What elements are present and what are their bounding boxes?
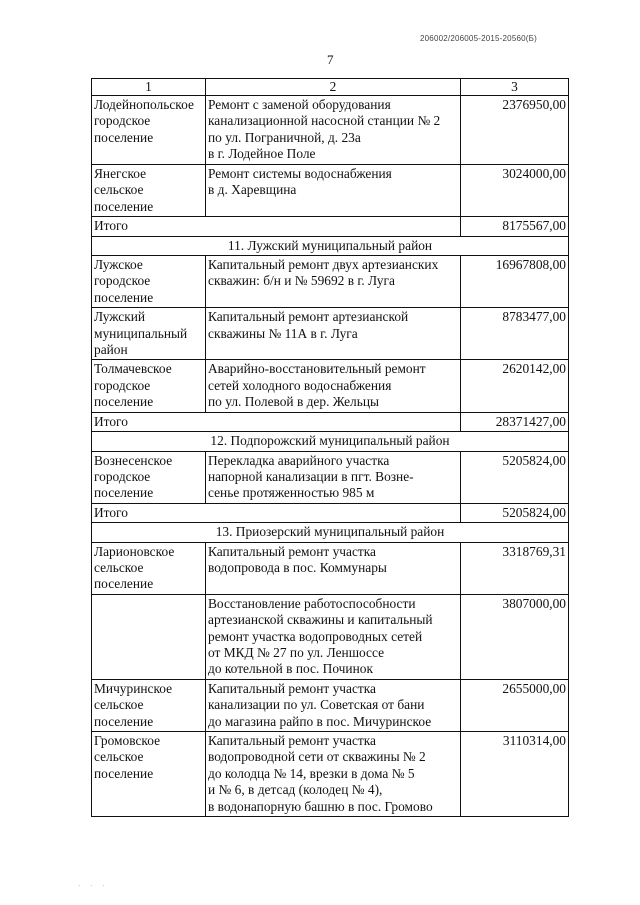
description-line: ремонт участка водопроводных сетей [208, 628, 423, 644]
description-cell [206, 308, 461, 360]
column-number: 1 [92, 79, 206, 96]
table-body [92, 79, 569, 817]
total-row [92, 412, 569, 431]
table-row [92, 451, 569, 503]
column-number-row [92, 79, 569, 96]
amount-cell: 2376950,00 [461, 96, 569, 165]
settlement-line: поселение [94, 765, 154, 781]
section-title: 12. Подпорожский муниципальный район [92, 432, 569, 451]
description-cell [206, 542, 461, 594]
section-row [92, 236, 569, 255]
settlement-line: сельское [94, 749, 144, 765]
settlement-line: сельское [94, 182, 144, 198]
settlement-line: Толмачевское [94, 361, 172, 377]
table-row [92, 256, 569, 308]
total-label: Итого [92, 412, 461, 431]
amount-cell: 8783477,00 [461, 308, 569, 360]
description-line: скважины № 11А в г. Луга [208, 325, 358, 341]
description-cell [206, 256, 461, 308]
description-line: сенье протяженностью 985 м [208, 485, 375, 501]
total-amount: 28371427,00 [461, 412, 569, 431]
settlement-line: район [94, 342, 128, 358]
settlement-cell [92, 96, 206, 165]
description-line: Капитальный ремонт участка [208, 543, 376, 559]
table-row [92, 732, 569, 817]
description-line: Капитальный ремонт двух артезианских [208, 257, 439, 273]
amount-cell: 2620142,00 [461, 360, 569, 412]
total-amount: 8175567,00 [461, 217, 569, 236]
description-line: сетей холодного водоснабжения [208, 377, 392, 393]
settlement-cell [92, 165, 206, 217]
description-cell [206, 679, 461, 731]
total-row [92, 217, 569, 236]
settlement-cell [92, 542, 206, 594]
description-line: от МКД № 27 по ул. Леншоссе [208, 644, 385, 660]
settlement-line: сельское [94, 697, 144, 713]
table-row [92, 594, 569, 679]
description-line: в г. Лодейное Поле [208, 146, 316, 162]
section-row [92, 432, 569, 451]
total-row [92, 503, 569, 522]
description-line: артезианской скважины и капитальный [208, 612, 433, 628]
settlement-line: Янегское [94, 166, 147, 181]
settlement-line: поселение [94, 485, 154, 501]
table-row [92, 542, 569, 594]
column-number: 2 [206, 79, 461, 96]
description-line: и № 6, в детсад (колодец № 4), [208, 782, 383, 798]
description-line: по ул. Пограничной, д. 23а [208, 129, 361, 145]
settlement-line: Вознесенское [94, 452, 173, 468]
amount-cell: 2655000,00 [461, 679, 569, 731]
settlement-line: городское [94, 468, 151, 484]
settlement-line: поселение [94, 289, 154, 305]
description-cell [206, 451, 461, 503]
section-row [92, 523, 569, 542]
settlement-cell [92, 451, 206, 503]
section-title: 11. Лужский муниципальный район [92, 236, 569, 255]
amount-cell: 5205824,00 [461, 451, 569, 503]
page-number: 7 [327, 52, 334, 67]
description-line: Капитальный ремонт артезианской [208, 309, 409, 325]
document-code: 206002/206005-2015-20560(Б) [420, 34, 537, 43]
description-cell [206, 165, 461, 217]
description-line: Восстановление работоспособности [208, 595, 416, 611]
settlement-cell [92, 360, 206, 412]
description-cell [206, 360, 461, 412]
settlement-line: поселение [94, 576, 154, 592]
description-line: напорной канализации в пгт. Возне- [208, 468, 414, 484]
description-line: до магазина райпо в пос. Мичуринское [208, 713, 432, 729]
settlement-line: Лужское [94, 257, 143, 273]
table-row [92, 308, 569, 360]
settlement-cell [92, 308, 206, 360]
description-cell [206, 732, 461, 817]
total-label: Итого [92, 217, 461, 236]
description-line: Ремонт с заменой оборудования [208, 97, 391, 112]
settlement-cell [92, 679, 206, 731]
amount-cell: 16967808,00 [461, 256, 569, 308]
description-cell [206, 594, 461, 679]
settlement-line: сельское [94, 559, 144, 575]
settlement-line: поселение [94, 198, 154, 214]
settlement-line: поселение [94, 129, 154, 145]
description-line: до котельной в пос. Починок [208, 661, 373, 677]
settlement-line: городское [94, 113, 151, 129]
description-line: Капитальный ремонт участка [208, 680, 376, 696]
settlement-cell [92, 732, 206, 817]
description-line: в д. Харевщина [208, 182, 297, 198]
settlement-line: Ларионовское [94, 543, 175, 559]
description-line: по ул. Полевой в дер. Жельцы [208, 394, 379, 410]
table-row [92, 165, 569, 217]
settlement-line: муниципальный [94, 325, 188, 341]
scan-speckles: · · · [78, 882, 109, 890]
table-row [92, 360, 569, 412]
settlement-line: Мичуринское [94, 680, 173, 696]
description-line: в водонапорную башню в пос. Громово [208, 798, 433, 814]
table-row [92, 679, 569, 731]
total-label: Итого [92, 503, 461, 522]
settlement-cell [92, 594, 206, 679]
description-line: Ремонт системы водоснабжения [208, 166, 392, 181]
settlement-line: поселение [94, 713, 154, 729]
description-line: Аварийно-восстановительный ремонт [208, 361, 426, 377]
settlement-line: Громовское [94, 733, 161, 748]
section-title: 13. Приозерский муниципальный район [92, 523, 569, 542]
description-line: канализационной насосной станции № 2 [208, 113, 441, 129]
description-line: Перекладка аварийного участка [208, 452, 390, 468]
table-row [92, 96, 569, 165]
total-amount: 5205824,00 [461, 503, 569, 522]
description-cell [206, 96, 461, 165]
amount-cell: 3110314,00 [461, 732, 569, 817]
description-line: водопровода в пос. Коммунары [208, 559, 387, 575]
column-number: 3 [461, 79, 569, 96]
description-line: скважин: б/н и № 59692 в г. Луга [208, 273, 395, 289]
amount-cell: 3024000,00 [461, 165, 569, 217]
settlement-line: Лодейнопольское [94, 97, 194, 112]
settlement-line: поселение [94, 394, 154, 410]
description-line: до колодца № 14, врезки в дома № 5 [208, 765, 415, 781]
budget-table [91, 78, 569, 817]
settlement-line: городское [94, 377, 151, 393]
amount-cell: 3807000,00 [461, 594, 569, 679]
settlement-line: городское [94, 273, 151, 289]
description-line: Капитальный ремонт участка [208, 733, 376, 748]
description-line: канализации по ул. Советская от бани [208, 697, 425, 713]
settlement-line: Лужский [94, 309, 146, 325]
amount-cell: 3318769,31 [461, 542, 569, 594]
settlement-cell [92, 256, 206, 308]
description-line: водопроводной сети от скважины № 2 [208, 749, 426, 765]
